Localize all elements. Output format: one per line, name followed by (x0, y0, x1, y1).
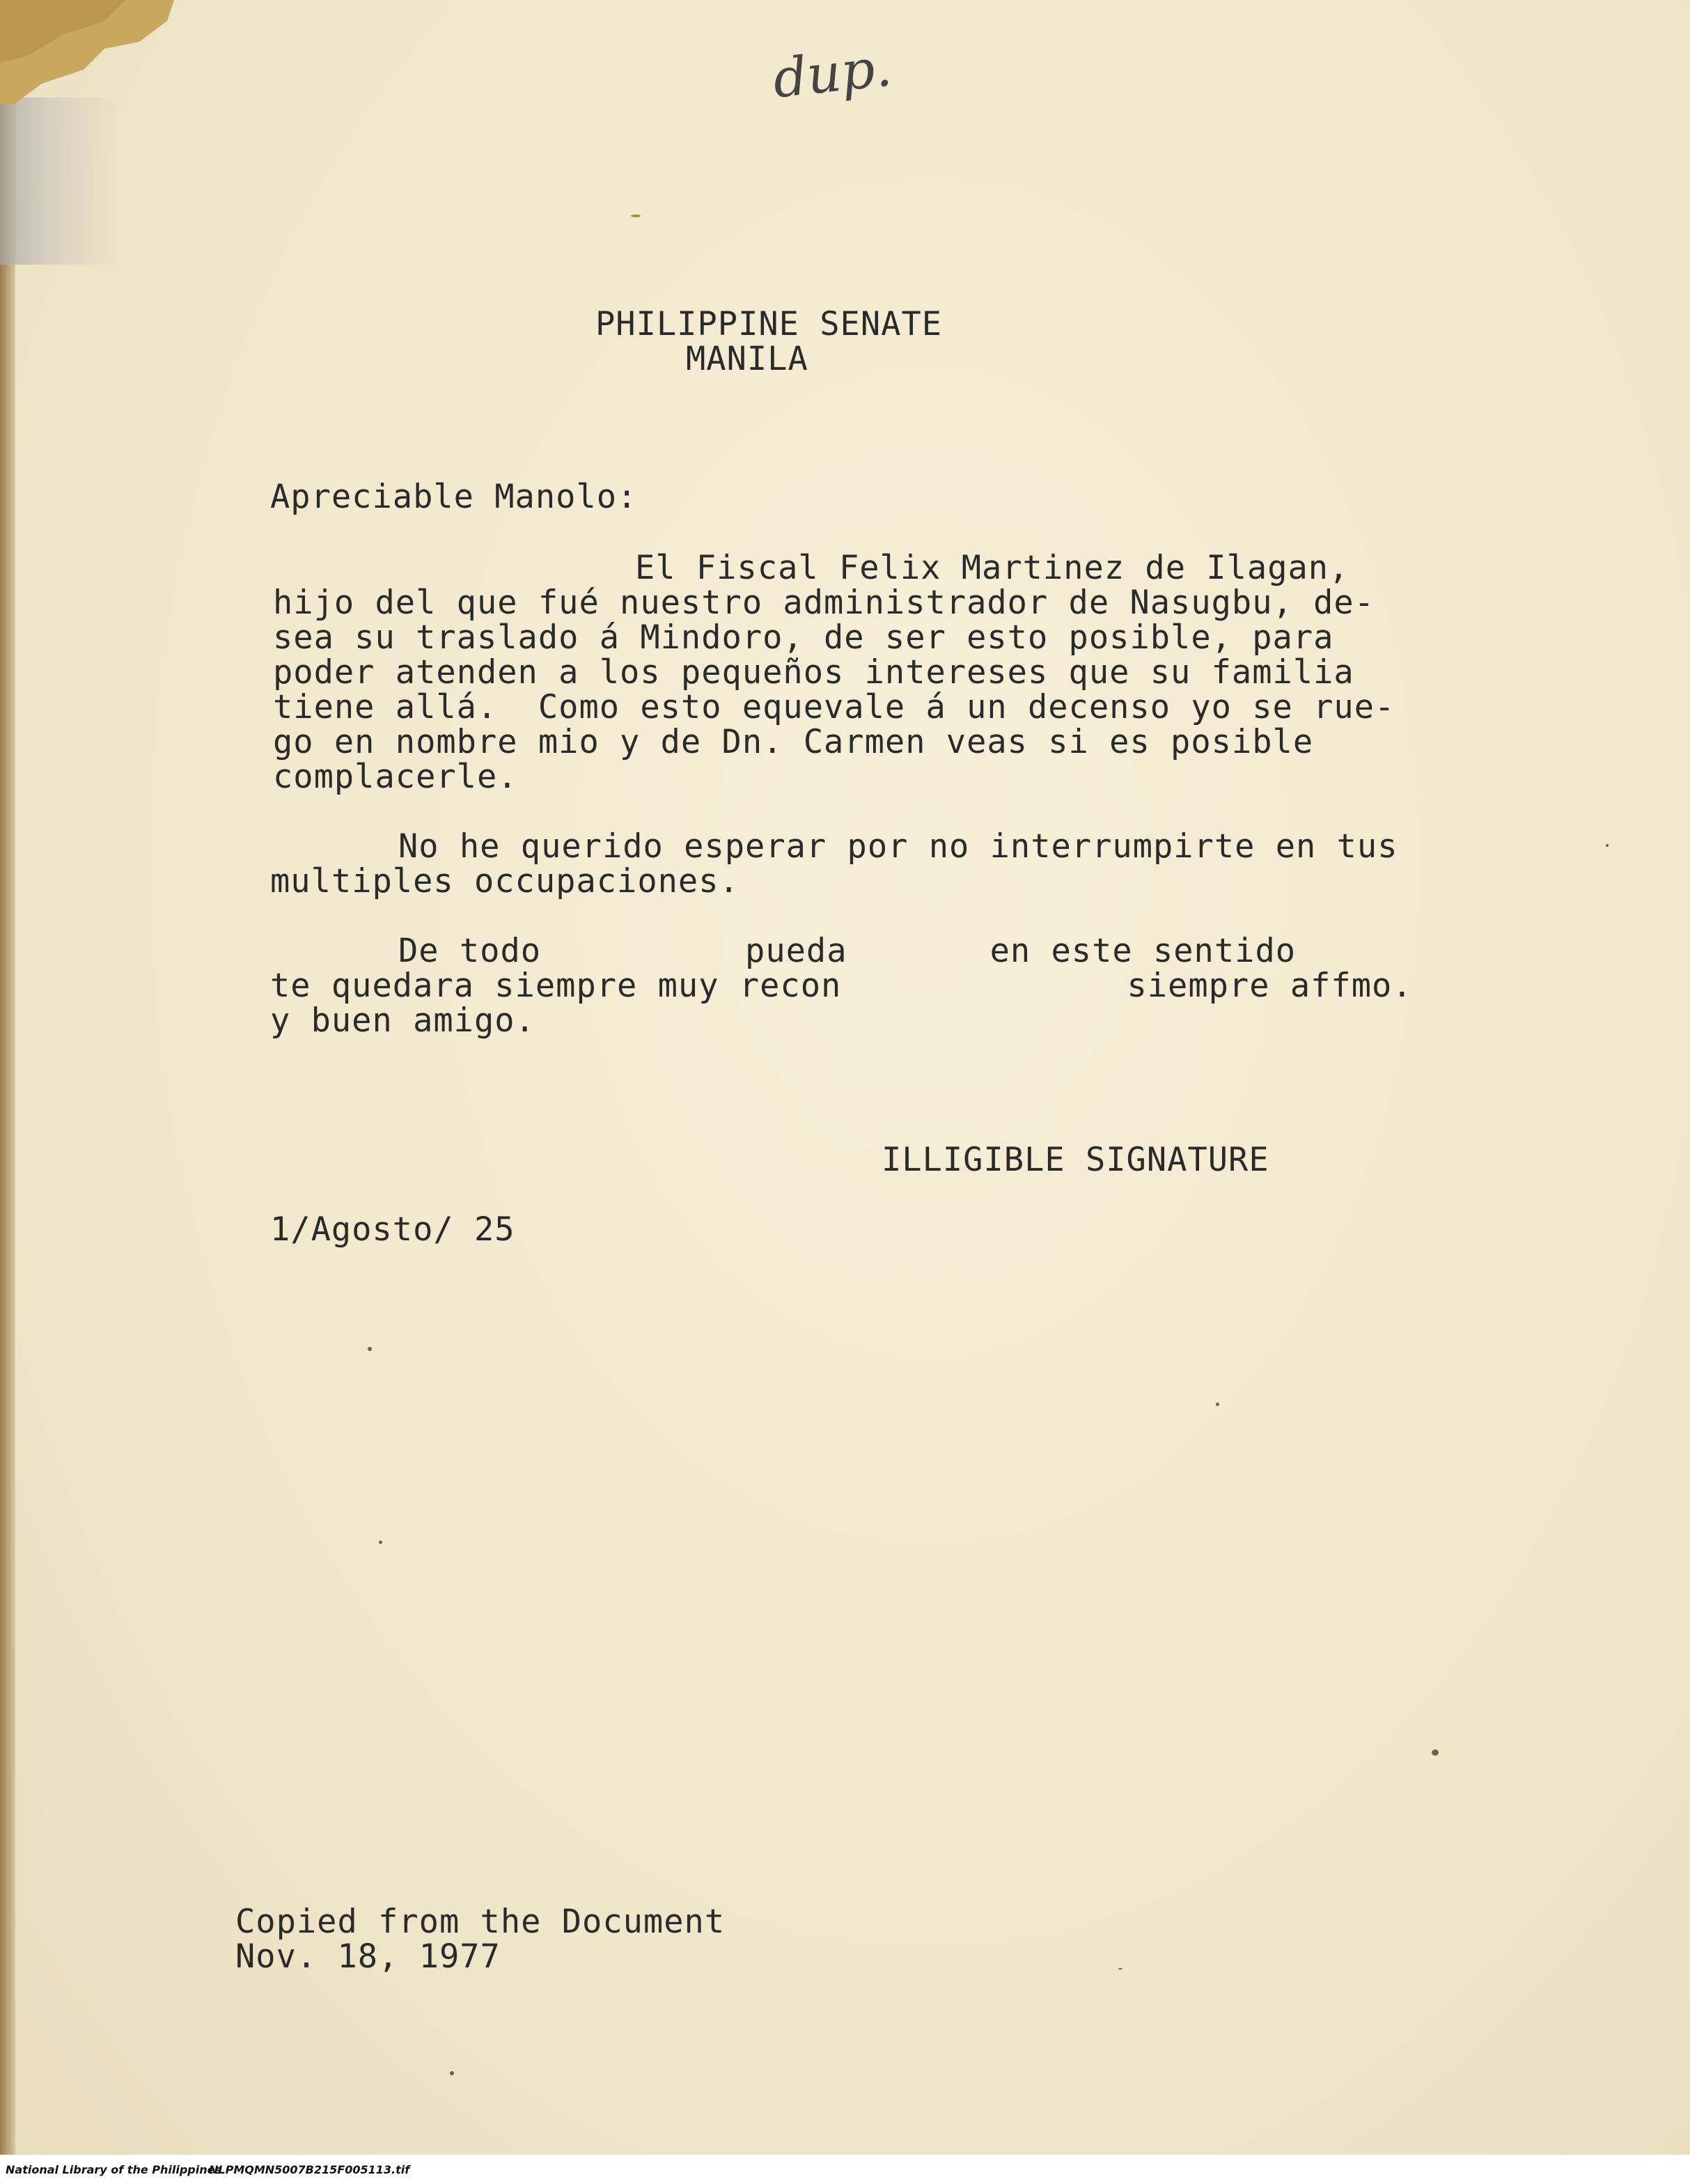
handwritten-annotation: dup. (769, 36, 895, 110)
footer-library-name: National Library of the Philippines (6, 2163, 221, 2176)
letter-date: 1/Agosto/ 25 (270, 1210, 515, 1249)
paragraph1-line-4: poder atenden a los pequeños intereses que su familia (273, 653, 1354, 692)
signature-line: ILLIGIBLE SIGNATURE (882, 1141, 1269, 1179)
paragraph3-line-3: y buen amigo. (270, 1001, 535, 1040)
paper-stain (631, 214, 641, 217)
paragraph1-line-6: go en nombre mio y de Dn. Carmen veas si es posible (273, 723, 1314, 761)
paragraph3-line-1: De todo pueda en este sentido (398, 932, 1297, 970)
paper-speck (1118, 1968, 1122, 1970)
paper-shadow (0, 98, 118, 265)
paper-speck (368, 1347, 372, 1351)
torn-corner (0, 0, 174, 104)
scan-footer (0, 2155, 1690, 2184)
paper-speck (1606, 844, 1609, 847)
paragraph3-line-2: te quedara siempre muy recon siempre affmo. (270, 967, 1413, 1005)
paper-speck (1432, 1749, 1439, 1756)
paper-speck (1216, 1403, 1219, 1406)
paper-left-edge (0, 0, 15, 2155)
paragraph1-line-3: sea su traslado á Mindoro, de ser esto posible, para (273, 618, 1334, 657)
paragraph2-line-1: No he querido esperar por no interrumpirte en tus (398, 827, 1398, 866)
paragraph2-line-2: multiples occupaciones. (270, 862, 740, 900)
footer-file-id: NLPMQMN5007B215F005113.tif (209, 2163, 410, 2176)
paragraph1-line-7: complacerle. (273, 758, 518, 796)
copy-note-line-2: Nov. 18, 1977 (235, 1937, 501, 1976)
paragraph1-line-2: hijo del que fué nuestro administrador de Nasugbu, de- (273, 584, 1375, 622)
salutation: Apreciable Manolo: (270, 478, 638, 516)
letterhead-line-1: PHILIPPINE SENATE (595, 305, 943, 343)
paper-speck (450, 2071, 454, 2075)
paragraph1-line-5: tiene allá. Como esto equevale á un decenso yo se rue- (273, 688, 1395, 726)
paper-speck (379, 1540, 382, 1544)
paragraph1-line-1: El Fiscal Felix Martinez de Ilagan, (635, 549, 1349, 587)
letterhead-line-2: MANILA (686, 340, 808, 378)
copy-note-line-1: Copied from the Document (235, 1903, 726, 1941)
